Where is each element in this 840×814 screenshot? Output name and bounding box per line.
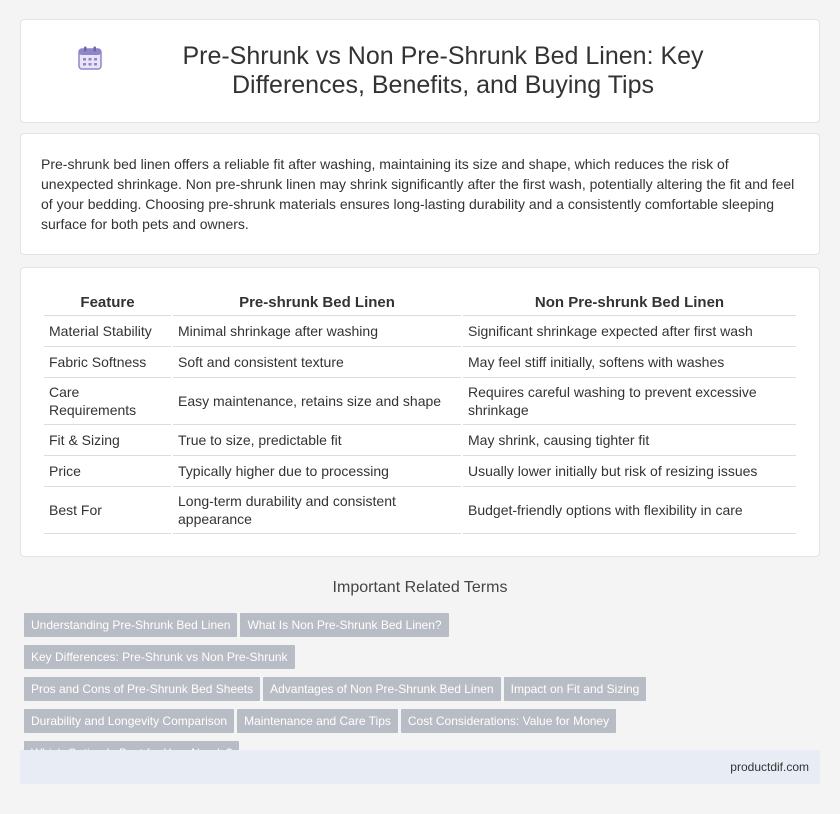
- cell-non-pre-shrunk: Budget-friendly options with flexibility in care: [463, 487, 796, 534]
- cell-pre-shrunk: True to size, predictable fit: [173, 425, 461, 456]
- cell-feature: Material Stability: [44, 316, 171, 347]
- related-tag-advantages-non-pre-shrunk[interactable]: Advantages of Non Pre-Shrunk Bed Linen: [263, 677, 500, 701]
- table-row: [44, 456, 796, 487]
- cell-feature: Care Requirements: [44, 378, 171, 425]
- comparison-table-card: [20, 267, 820, 557]
- page-title: Pre-Shrunk vs Non Pre-Shrunk Bed Linen: Key Differences, Benefits, and Buying Tips: [182, 42, 704, 99]
- related-tag-pros-and-cons[interactable]: Pros and Cons of Pre-Shrunk Bed Sheets: [24, 677, 260, 701]
- related-tag-key-differences[interactable]: Key Differences: Pre-Shrunk vs Non Pre-Shrunk: [24, 645, 295, 669]
- header-pre-shrunk: Pre-shrunk Bed Linen: [173, 290, 461, 316]
- related-tag-what-is-non-pre-shrunk[interactable]: What Is Non Pre-Shrunk Bed Linen?: [240, 613, 448, 637]
- related-terms-tags: [20, 613, 720, 773]
- header-non-pre-shrunk: Non Pre-shrunk Bed Linen: [463, 290, 796, 316]
- related-tag-maintenance-care[interactable]: Maintenance and Care Tips: [237, 709, 398, 733]
- table-row: [44, 378, 796, 425]
- cell-non-pre-shrunk: Requires careful washing to prevent excessive shrinkage: [463, 378, 796, 425]
- cell-non-pre-shrunk: Usually lower initially but risk of resizing issues: [463, 456, 796, 487]
- cell-non-pre-shrunk: May feel stiff initially, softens with washes: [463, 347, 796, 378]
- cell-feature: Fabric Softness: [44, 347, 171, 378]
- footer-site-name[interactable]: productdif.com: [730, 760, 809, 774]
- cell-pre-shrunk: Long-term durability and consistent appearance: [173, 487, 461, 534]
- cell-pre-shrunk: Easy maintenance, retains size and shape: [173, 378, 461, 425]
- related-tag-durability-longevity[interactable]: Durability and Longevity Comparison: [24, 709, 234, 733]
- header-feature: Feature: [44, 290, 171, 316]
- related-tag-impact-fit-sizing[interactable]: Impact on Fit and Sizing: [504, 677, 647, 701]
- cell-feature: Price: [44, 456, 171, 487]
- table-row: [44, 347, 796, 378]
- cell-pre-shrunk: Minimal shrinkage after washing: [173, 316, 461, 347]
- cell-pre-shrunk: Soft and consistent texture: [173, 347, 461, 378]
- cell-non-pre-shrunk: Significant shrinkage expected after first wash: [463, 316, 796, 347]
- intro-paragraph: Pre-shrunk bed linen offers a reliable fit after washing, maintaining its size and shape, which reduces the risk of unexpected shrinkage. Non pre-shrunk linen may shrink significantly after the first wash, potentially altering the fit and feel of your bedding. Choosing pre-shrunk materials ensures long-lasting durability and a consistently comfortable sleeping surface for both pets and owners.: [41, 156, 795, 232]
- comparison-table: [42, 290, 798, 534]
- related-tag-cost-considerations[interactable]: Cost Considerations: Value for Money: [401, 709, 616, 733]
- table-row: [44, 316, 796, 347]
- table-row: [44, 425, 796, 456]
- cell-non-pre-shrunk: May shrink, causing tighter fit: [463, 425, 796, 456]
- intro-card: [20, 133, 820, 255]
- related-terms-title: Important Related Terms: [332, 579, 508, 596]
- cell-feature: Fit & Sizing: [44, 425, 171, 456]
- cell-pre-shrunk: Typically higher due to processing: [173, 456, 461, 487]
- cell-feature: Best For: [44, 487, 171, 534]
- title-card: [20, 19, 820, 123]
- table-row: [44, 487, 796, 534]
- calendar-icon: [77, 45, 103, 71]
- table-header-row: [44, 290, 796, 316]
- related-tag-understanding-pre-shrunk[interactable]: Understanding Pre-Shrunk Bed Linen: [24, 613, 237, 637]
- footer: [20, 750, 820, 784]
- title-wrap: [61, 42, 779, 100]
